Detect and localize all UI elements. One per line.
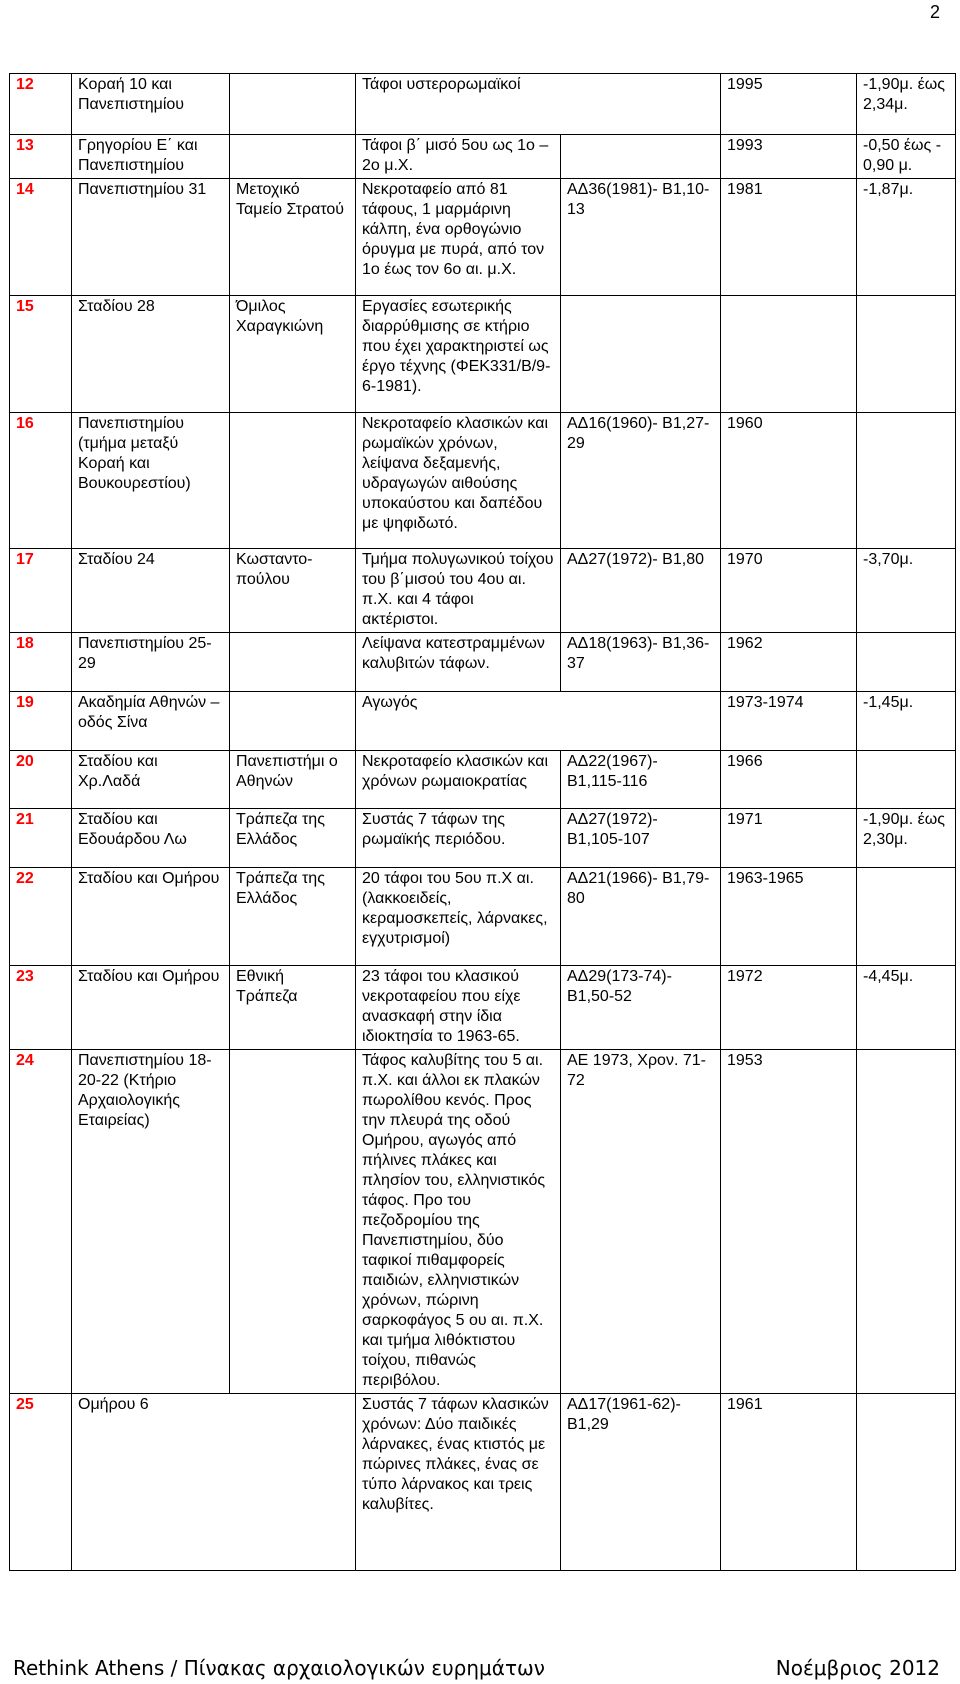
page-number: 2: [929, 2, 940, 22]
depth-cell: -4,45μ.: [857, 966, 956, 1050]
finding-cell: Τάφοι β΄ μισό 5ου ως 1ο – 2ο μ.Χ.: [356, 135, 561, 179]
depth-cell: -1,90μ. έως 2,30μ.: [857, 809, 956, 868]
year-cell: 1971: [721, 809, 857, 868]
location-cell: Πανεπιστημίου 31: [72, 179, 230, 296]
location-cell: Σταδίου και Ομήρου: [72, 868, 230, 966]
reference-cell: ΑΕ 1973, Χρον. 71-72: [561, 1050, 721, 1394]
location-cell: Ακαδημία Αθηνών – οδός Σίνα: [72, 692, 230, 751]
owner-cell: Όμιλος Χαραγκιώνη: [230, 296, 356, 413]
finding-cell: Νεκροταφείο από 81 τάφους, 1 μαρμάρινη κάλπη, ένα ορθογώνιο όρυγμα με πυρά, από τον 1ο έως τον 6ο αι. μ.Χ.: [356, 179, 561, 296]
location-cell: Σταδίου και Χρ.Λαδά: [72, 751, 230, 809]
table-row: [10, 135, 956, 179]
year-cell: 1963-1965: [721, 868, 857, 966]
depth-cell: -1,87μ.: [857, 179, 956, 296]
finding-cell: Νεκροταφείο κλασικών και ρωμαϊκών χρόνων, λείψανα δεξαμενής, υδραγωγών αιθούσης υποκαύστου και δαπέδου με ψηφιδωτό.: [356, 413, 561, 549]
location-cell: Σταδίου και Εδουάρδου Λω: [72, 809, 230, 868]
page-footer: [13, 1656, 940, 1680]
finding-cell: Νεκροταφείο κλασικών και χρόνων ρωμαιοκρατίας: [356, 751, 561, 809]
row-number: 24: [10, 1050, 72, 1394]
finding-cell: Εργασίες εσωτερικής διαρρύθμισης σε κτήριο που έχει χαρακτηριστεί ως έργο τέχνης (ΦΕΚ331/Β/9-6-1981).: [356, 296, 561, 413]
depth-cell: -3,70μ.: [857, 549, 956, 633]
row-number: 23: [10, 966, 72, 1050]
reference-cell: [561, 296, 721, 413]
location-cell: Πανεπιστημίου 25-29: [72, 633, 230, 692]
depth-cell: [857, 751, 956, 809]
depth-cell: [857, 296, 956, 413]
location-cell: Πανεπιστημίου (τμήμα μεταξύ Κοραή και Βουκουρεστίου): [72, 413, 230, 549]
depth-cell: -0,50 έως - 0,90 μ.: [857, 135, 956, 179]
reference-cell: ΑΔ16(1960)- Β1,27-29: [561, 413, 721, 549]
row-number: 13: [10, 135, 72, 179]
owner-cell: [230, 1050, 356, 1394]
reference-cell: ΑΔ36(1981)- Β1,10-13: [561, 179, 721, 296]
depth-cell: -1,90μ. έως 2,34μ.: [857, 74, 956, 135]
reference-cell: ΑΔ29(173-74)- Β1,50-52: [561, 966, 721, 1050]
table-row: [10, 74, 956, 135]
row-number: 15: [10, 296, 72, 413]
table-row: [10, 1050, 956, 1394]
row-number: 17: [10, 549, 72, 633]
table-row: [10, 692, 956, 751]
findings-table-body: [10, 74, 956, 1571]
year-cell: 1961: [721, 1394, 857, 1571]
year-cell: 1960: [721, 413, 857, 549]
row-number: 18: [10, 633, 72, 692]
footer-date: Νοέμβριος 2012: [775, 1656, 940, 1680]
owner-cell: Τράπεζα της Ελλάδος: [230, 868, 356, 966]
table-row: [10, 809, 956, 868]
table-row: [10, 966, 956, 1050]
location-cell: Πανεπιστημίου 18-20-22 (Κτήριο Αρχαιολογικής Εταιρείας): [72, 1050, 230, 1394]
table-row: [10, 179, 956, 296]
year-cell: [721, 296, 857, 413]
table-row: [10, 868, 956, 966]
depth-cell: [857, 1050, 956, 1394]
finding-cell: Αγωγός: [356, 692, 721, 751]
owner-cell: Εθνική Τράπεζα: [230, 966, 356, 1050]
row-number: 25: [10, 1394, 72, 1571]
finding-cell: Λείψανα κατεστραμμένων καλυβιτών τάφων.: [356, 633, 561, 692]
year-cell: 1993: [721, 135, 857, 179]
table-row: [10, 751, 956, 809]
finding-cell: Τάφος καλυβίτης του 5 αι. π.Χ. και άλλοι εκ πλακών πωρολίθου κενός. Προς την πλευρά της οδού Ομήρου, αγωγός από πήλινες πλάκες και πλησίον του, ελληνιστικός τάφος. Προ του πεζοδρομίου της Πανεπιστημίου, δύο ταφικοί πιθαμφορείς παιδιών, ελληνιστικών χρόνων, πώρινη σαρκοφάγος 5 ου αι. π.Χ. και τμήμα λιθόκτιστου τοίχου, πιθανώς περιβόλου.: [356, 1050, 561, 1394]
owner-cell: [230, 633, 356, 692]
location-cell: Σταδίου και Ομήρου: [72, 966, 230, 1050]
row-number: 12: [10, 74, 72, 135]
findings-table: [9, 73, 956, 1571]
reference-cell: ΑΔ27(1972)- Β1,105-107: [561, 809, 721, 868]
owner-cell: Πανεπιστήμι ο Αθηνών: [230, 751, 356, 809]
year-cell: 1995: [721, 74, 857, 135]
year-cell: 1970: [721, 549, 857, 633]
year-cell: 1962: [721, 633, 857, 692]
row-number: 22: [10, 868, 72, 966]
owner-cell: [230, 135, 356, 179]
owner-cell: Κωσταντο- πούλου: [230, 549, 356, 633]
reference-cell: ΑΔ22(1967)- Β1,115-116: [561, 751, 721, 809]
footer-title: Rethink Athens / Πίνακας αρχαιολογικών ευρημάτων: [13, 1656, 545, 1680]
table-row: [10, 296, 956, 413]
finding-cell: Συστάς 7 τάφων της ρωμαϊκής περιόδου.: [356, 809, 561, 868]
year-cell: 1973-1974: [721, 692, 857, 751]
table-row: [10, 633, 956, 692]
table-row: [10, 1394, 956, 1571]
year-cell: 1966: [721, 751, 857, 809]
reference-cell: [561, 135, 721, 179]
row-number: 19: [10, 692, 72, 751]
finding-cell: Συστάς 7 τάφων κλασικών χρόνων: Δύο παιδικές λάρνακες, ένας κτιστός με πώρινες πλάκες, ένας σε τύπο λάρνακος και τρεις καλυβίτες.: [356, 1394, 561, 1571]
year-cell: 1981: [721, 179, 857, 296]
depth-cell: [857, 868, 956, 966]
finding-cell: Τάφοι υστερορωμαϊκοί: [356, 74, 721, 135]
depth-cell: [857, 1394, 956, 1571]
table-row: [10, 549, 956, 633]
depth-cell: [857, 633, 956, 692]
reference-cell: ΑΔ18(1963)- Β1,36-37: [561, 633, 721, 692]
year-cell: 1953: [721, 1050, 857, 1394]
owner-cell: Μετοχικό Ταμείο Στρατού: [230, 179, 356, 296]
depth-cell: [857, 413, 956, 549]
owner-cell: Τράπεζα της Ελλάδος: [230, 809, 356, 868]
reference-cell: ΑΔ27(1972)- Β1,80: [561, 549, 721, 633]
row-number: 14: [10, 179, 72, 296]
owner-cell: [230, 413, 356, 549]
owner-cell: [230, 692, 356, 751]
finding-cell: 20 τάφοι του 5ου π.Χ αι. (λακκοειδείς, κεραμοσκεπείς, λάρνακες, εγχυτρισμοί): [356, 868, 561, 966]
year-cell: 1972: [721, 966, 857, 1050]
finding-cell: Τμήμα πολυγωνικού τοίχου του β΄μισού του 4ου αι. π.Χ. και 4 τάφοι ακτέριστοι.: [356, 549, 561, 633]
reference-cell: ΑΔ21(1966)- Β1,79-80: [561, 868, 721, 966]
row-number: 16: [10, 413, 72, 549]
depth-cell: -1,45μ.: [857, 692, 956, 751]
location-cell: Γρηγορίου Ε΄ και Πανεπιστημίου: [72, 135, 230, 179]
location-cell: Ομήρου 6: [72, 1394, 356, 1571]
finding-cell: 23 τάφοι του κλασικού νεκροταφείου που είχε ανασκαφή στην ίδια ιδιοκτησία το 1963-65.: [356, 966, 561, 1050]
location-cell: Σταδίου 28: [72, 296, 230, 413]
location-cell: Κοραή 10 και Πανεπιστημίου: [72, 74, 230, 135]
location-cell: Σταδίου 24: [72, 549, 230, 633]
owner-cell: [230, 74, 356, 135]
reference-cell: ΑΔ17(1961-62)- Β1,29: [561, 1394, 721, 1571]
row-number: 21: [10, 809, 72, 868]
table-row: [10, 413, 956, 549]
row-number: 20: [10, 751, 72, 809]
